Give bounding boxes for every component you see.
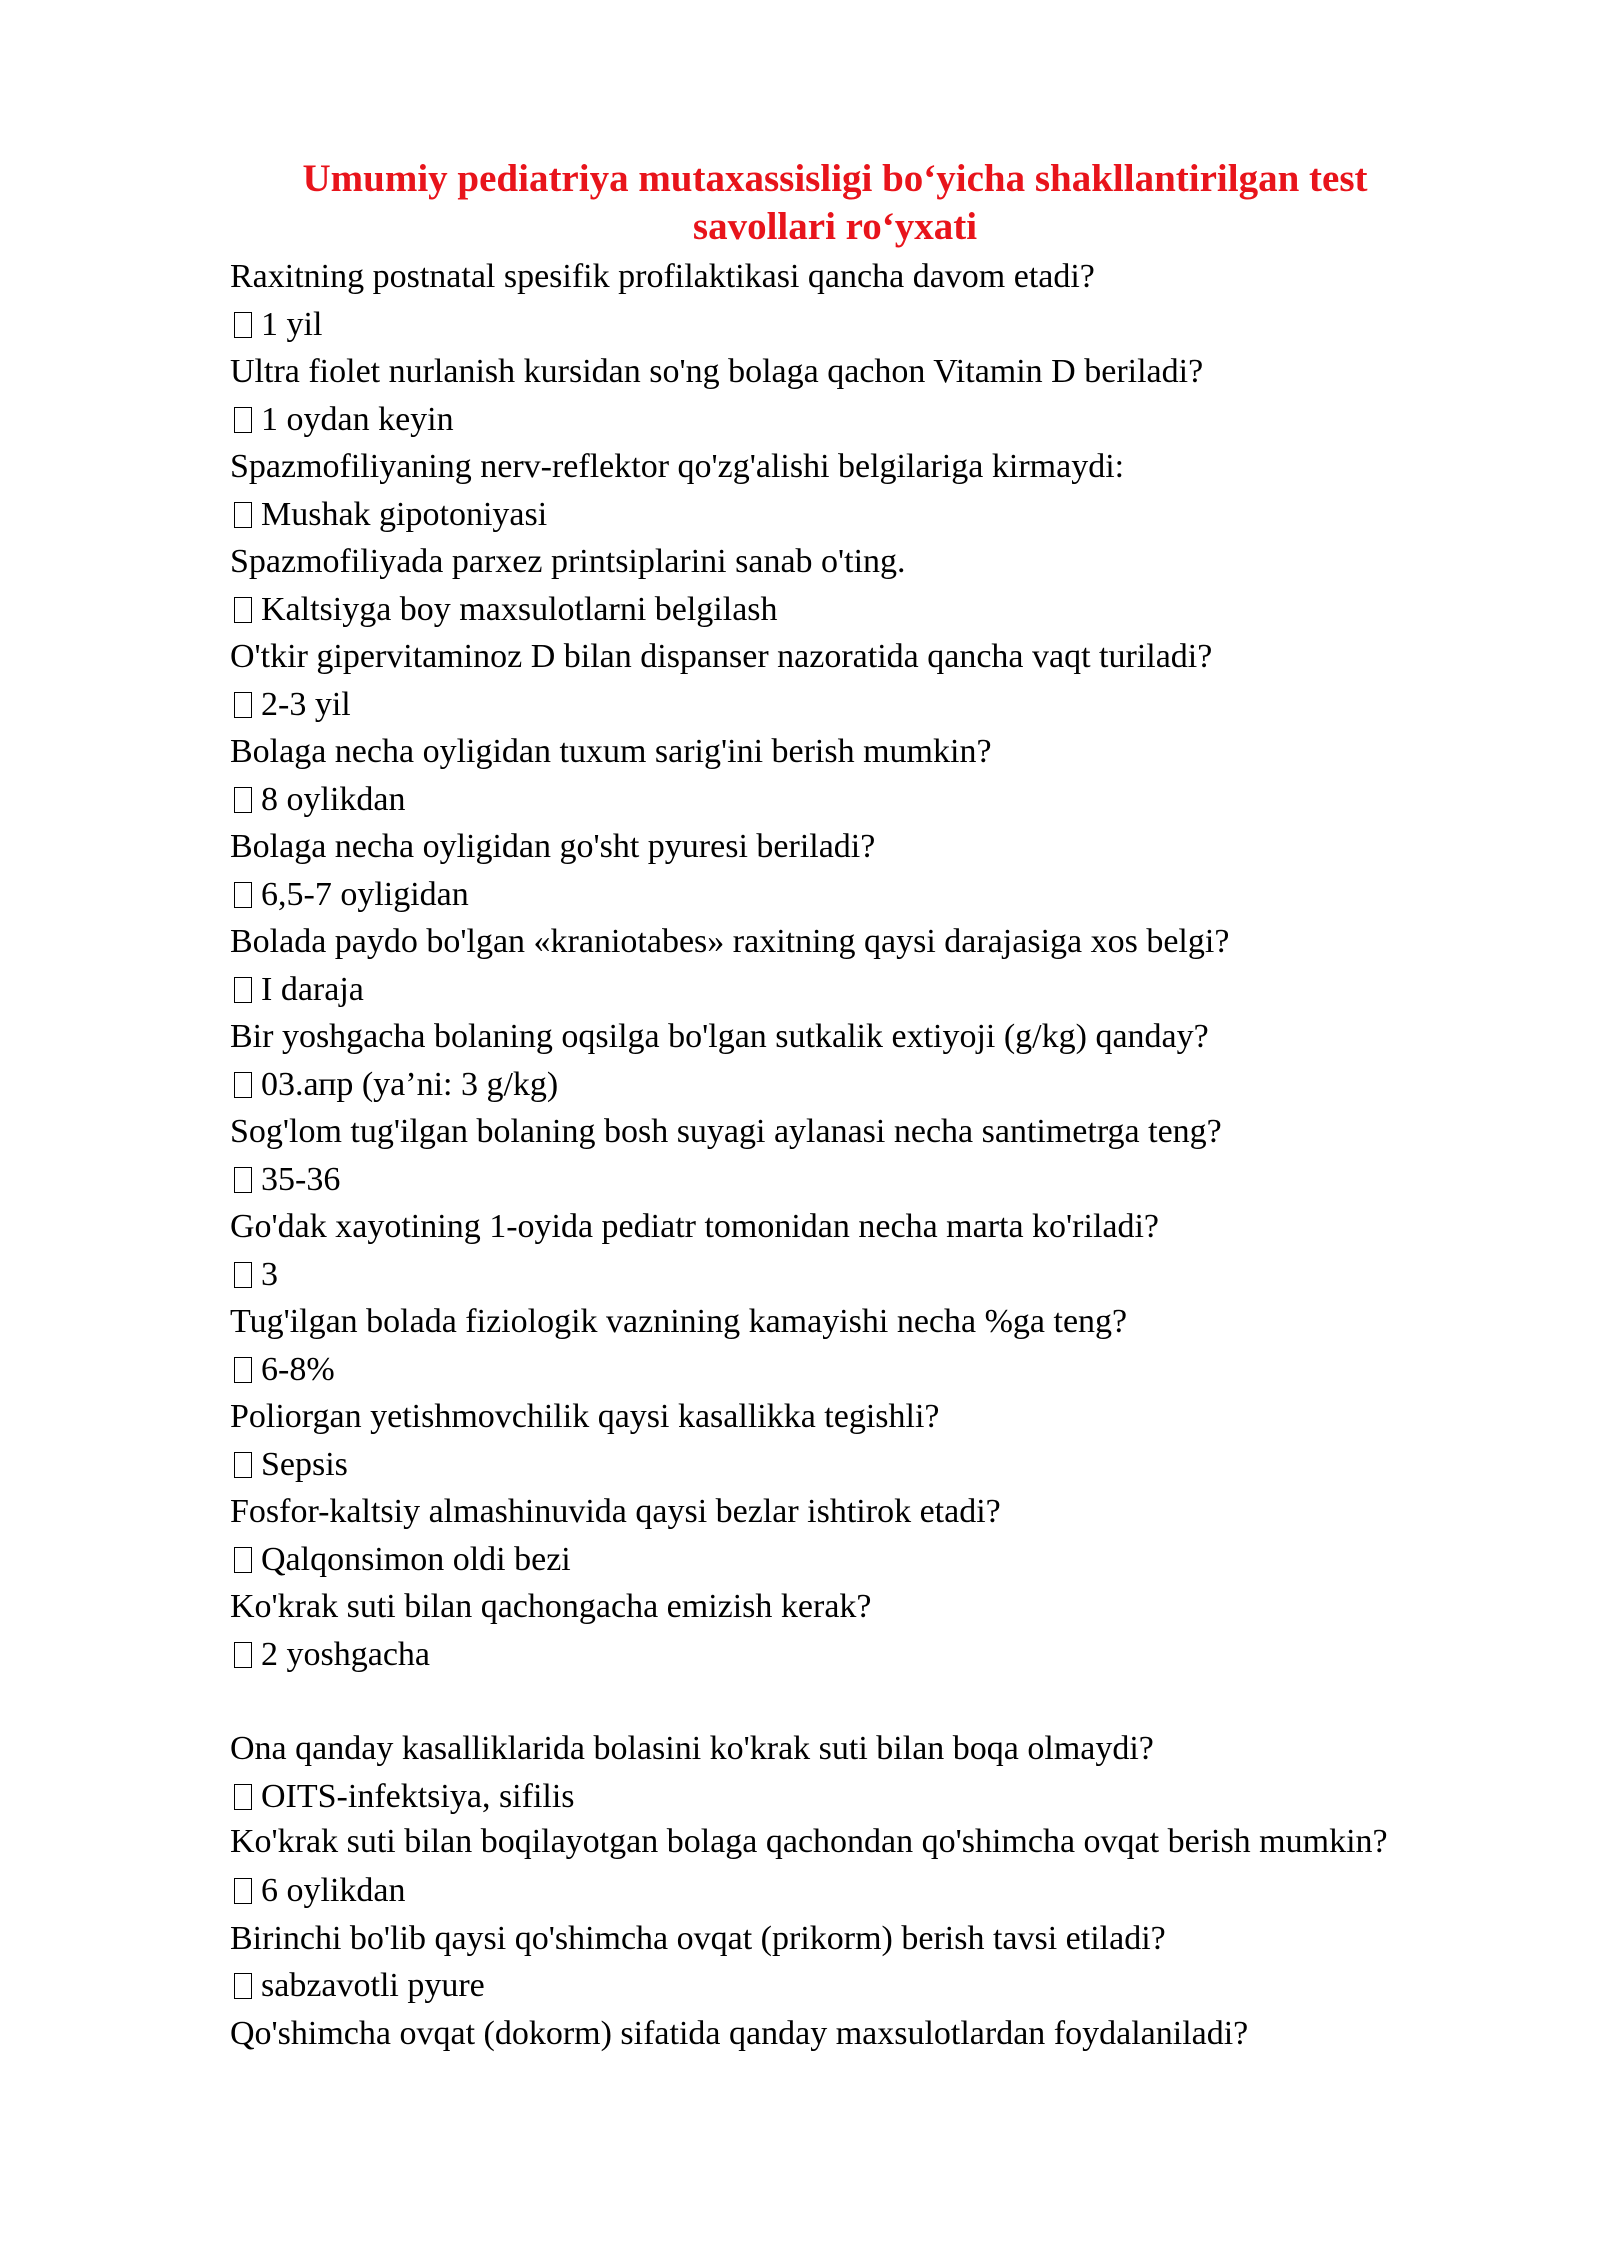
checkbox-square-icon (234, 1547, 252, 1573)
question-text: Bir yoshgacha bolaning oqsilga bo'lgan sutkalik extiyoji (g/kg) qanday? (230, 1018, 1209, 1055)
answer-text: Kaltsiyga boy maxsulotlarni belgilash (261, 590, 778, 628)
question-text: Tug'ilgan bolada fiziologik vaznining kamayishi necha %ga teng? (230, 1303, 1128, 1340)
checkbox-square-icon (234, 502, 252, 528)
checkbox-square-icon (234, 882, 252, 908)
question-text: Qo'shimcha ovqat (dokorm) sifatida qanday maxsulotlardan foydalaniladi? (230, 2014, 1249, 2052)
answer-line (230, 1773, 1400, 1821)
checkbox-square-icon (234, 692, 252, 718)
question-text: Birinchi bo'lib qaysi qo'shimcha ovqat (prikorm) berish tavsi etiladi? (230, 1919, 1166, 1957)
answer-text: Mushak gipotoniyasi (261, 495, 548, 533)
question-text: Spazmofiliyaning nerv-reflektor qo'zg'alishi belgilariga kirmaydi: (230, 448, 1125, 485)
answer-text: 3 (261, 1255, 278, 1293)
checkbox-square-icon (234, 1167, 252, 1193)
answer-line (230, 396, 1400, 444)
checkbox-square-icon (234, 1784, 252, 1810)
answer-line (230, 1156, 1400, 1204)
answer-text: OITS-infektsiya, sifilis (261, 1777, 575, 1815)
document-title: Umumiy pediatriya mutaxassisligi bo‘yicha shakllantirilgan test savollari ro‘yxati (302, 157, 1368, 248)
question-text: Raxitning postnatal spesifik profilaktikasi qancha davom etadi? (230, 258, 1095, 295)
answer-line (230, 1536, 1400, 1584)
question-text: O'tkir gipervitaminoz D bilan dispanser nazoratida qancha vaqt turiladi? (230, 638, 1213, 675)
question-text: Fosfor-kaltsiy almashinuvida qaysi bezlar ishtirok etadi? (230, 1493, 1001, 1530)
answer-text: sabzavotli pyure (261, 1967, 485, 2004)
answer-text: Sepsis (261, 1445, 348, 1483)
checkbox-square-icon (234, 1973, 252, 1999)
question-text: Poliorgan yetishmovchilik qaysi kasallikka tegishli? (230, 1398, 940, 1435)
answer-line (230, 586, 1400, 634)
question-text: Ko'krak suti bilan boqilayotgan bolaga qachondan qo'shimcha ovqat berish mumkin? (230, 1823, 1388, 1860)
question-text: Bolaga necha oyligidan go'sht pyuresi beriladi? (230, 828, 876, 865)
answer-text: 35-36 (261, 1160, 341, 1198)
checkbox-square-icon (234, 787, 252, 813)
document-page (230, 150, 1400, 2057)
question-text: Ultra fiolet nurlanish kursidan so'ng bolaga qachon Vitamin D beriladi? (230, 353, 1204, 390)
blank-line (230, 1678, 1400, 1725)
answer-text: 6-8% (261, 1350, 335, 1388)
answer-line (230, 1061, 1400, 1109)
answer-text: I daraja (261, 970, 364, 1008)
answer-text: Qalqonsimon oldi bezi (261, 1540, 571, 1578)
question-text: Sog'lom tug'ilgan bolaning bosh suyagi aylanasi necha santimetrga teng? (230, 1113, 1222, 1150)
answer-line (230, 681, 1400, 729)
checkbox-square-icon (234, 597, 252, 623)
checkbox-square-icon (234, 1357, 252, 1383)
answer-text: 2 yoshgacha (261, 1635, 431, 1673)
answer-line (230, 301, 1400, 349)
checkbox-square-icon (234, 312, 252, 338)
checkbox-square-icon (234, 977, 252, 1003)
checkbox-square-icon (234, 1878, 252, 1904)
question-text: Ona qanday kasalliklarida bolasini ko'krak suti bilan boqa olmaydi? (230, 1730, 1154, 1767)
answer-text: 8 oylikdan (261, 780, 406, 818)
answer-line (230, 966, 1400, 1014)
answer-text: 2-3 yil (261, 685, 351, 723)
checkbox-square-icon (234, 1452, 252, 1478)
answer-line (230, 1251, 1400, 1299)
question-text: Bolaga necha oyligidan tuxum sarig'ini berish mumkin? (230, 733, 992, 770)
answer-text: 03.апр (ya’ni: 3 g/kg) (261, 1065, 559, 1103)
answer-text: 1 yil (261, 305, 323, 343)
question-text: Ko'krak suti bilan qachongacha emizish kerak? (230, 1588, 872, 1625)
answer-text: 1 oydan keyin (261, 400, 454, 438)
answer-line (230, 1631, 1400, 1679)
checkbox-square-icon (234, 407, 252, 433)
question-list (230, 253, 1400, 2057)
answer-line (230, 1867, 1400, 1915)
answer-line (230, 871, 1400, 919)
answer-line (230, 1441, 1400, 1489)
checkbox-square-icon (234, 1642, 252, 1668)
question-text: Bolada paydo bo'lgan «kraniotabes» raxitning qaysi darajasiga xos belgi? (230, 923, 1230, 960)
answer-line (230, 1962, 1400, 2010)
answer-text: 6,5-7 oyligidan (261, 875, 469, 913)
question-text: Go'dak xayotining 1-oyida pediatr tomonidan necha marta ko'riladi? (230, 1208, 1160, 1245)
answer-line (230, 491, 1400, 539)
answer-line (230, 776, 1400, 824)
checkbox-square-icon (234, 1072, 252, 1098)
answer-line (230, 1346, 1400, 1394)
checkbox-square-icon (234, 1262, 252, 1288)
question-text: Spazmofiliyada parxez printsiplarini sanab o'ting. (230, 543, 906, 580)
answer-text: 6 oylikdan (261, 1872, 406, 1909)
